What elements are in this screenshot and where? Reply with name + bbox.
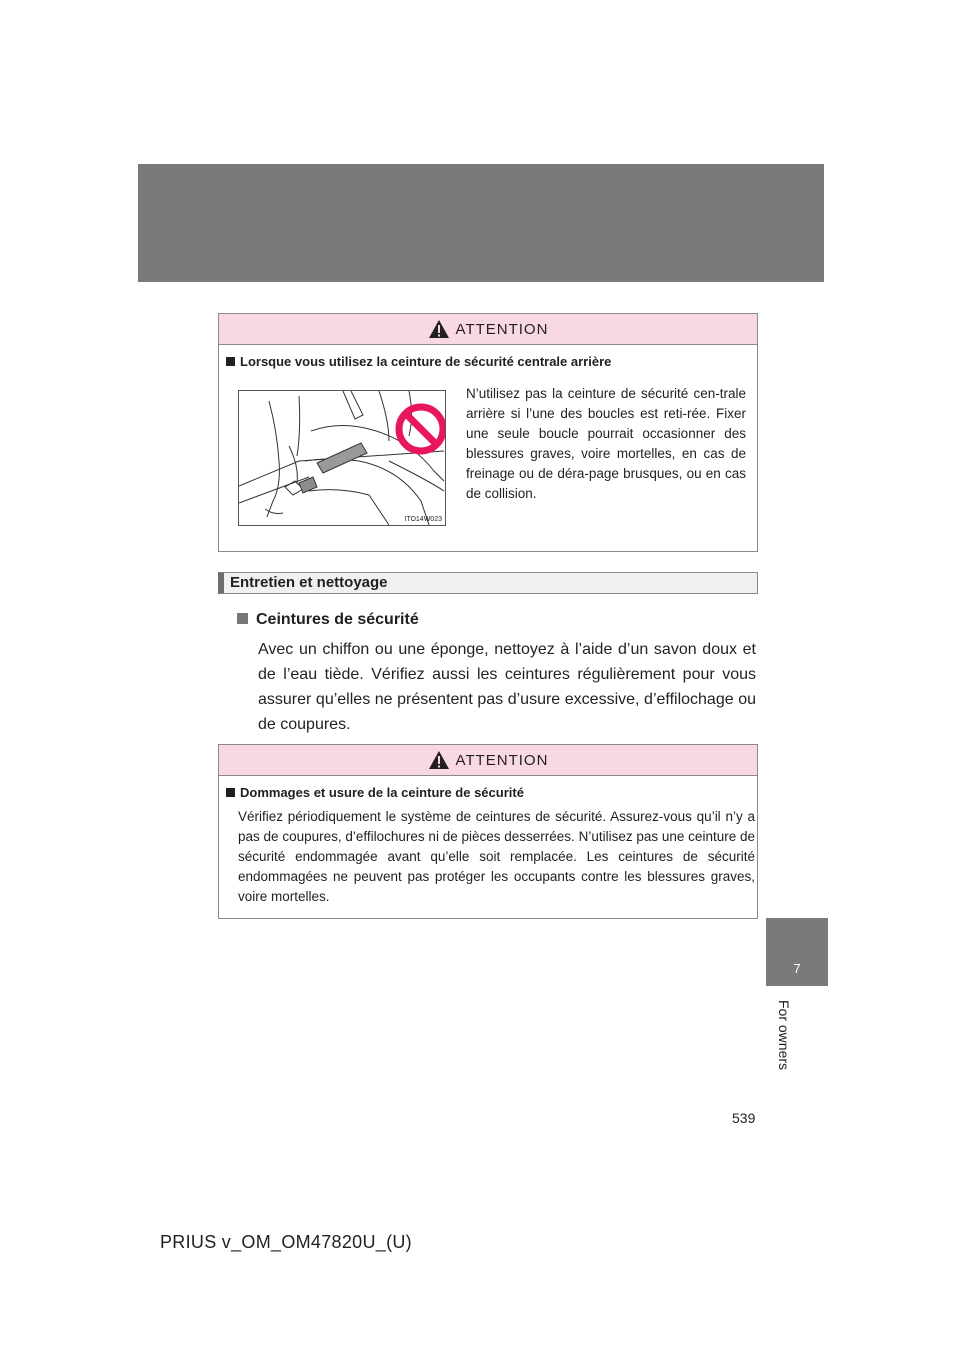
chapter-number: 7 <box>793 961 801 976</box>
seatbelt-illustration <box>238 390 446 526</box>
figure-code: ITO14W023 <box>404 516 442 523</box>
page-header-band <box>138 164 824 282</box>
attention-header <box>219 314 757 345</box>
footer-code: PRIUS v_OM_OM47820U_(U) <box>160 1232 412 1252</box>
attention-subtitle: Lorsque vous utilisez la ceinture de sécurité centrale arrière <box>226 354 757 369</box>
attention-header <box>219 745 757 776</box>
attention-box-center-belt <box>218 313 758 552</box>
attention-subtitle: Dommages et usure de la ceinture de sécurité <box>226 785 757 800</box>
attention-text: Vérifiez périodiquement le système de ceintures de sécurité. Assurez-vous qu’il n’y a pas de coupures, d’effilochures ni de pièces desserrées. N’utilisez pas une ceinture de sécurité endommagée avant qu’elle soit remplacée. Les ceintures de sécurité endommagées ne peuvent pas protéger les occupants contre les blessures graves, voire mortelles. <box>238 809 755 904</box>
chapter-name: For owners <box>776 1000 792 1071</box>
body-paragraph: Avec un chiffon ou une éponge, nettoyez à l’aide d’un savon doux et de l’eau tiède. Vérifiez aussi les ceintures régulièrement pour vous assurer qu’elles ne présentent pas d’usure excessive, d’effilochage ou de coupures. <box>258 641 756 733</box>
sub-heading: Ceintures de sécurité <box>237 611 419 629</box>
warning-triangle-icon <box>428 319 450 339</box>
page-number: 539 <box>732 1110 756 1126</box>
attention-label: ATTENTION <box>455 320 549 338</box>
seatbelt-drawing <box>239 391 445 525</box>
section-title: Entretien et nettoyage <box>218 572 758 594</box>
bullet-square-icon <box>226 788 235 797</box>
bullet-square-icon <box>237 613 248 624</box>
bullet-square-icon <box>226 357 235 366</box>
attention-box-belt-damage <box>218 744 758 919</box>
attention-label: ATTENTION <box>455 751 549 769</box>
attention-text: N’utilisez pas la ceinture de sécurité cen-trale arrière si l’une des boucles est reti-rée. Fixer une seule boucle pourrait occasionner des blessures graves, voire mortelles, en cas de freinage ou de déra-page brusques, ou en cas de collision. <box>466 386 746 501</box>
warning-triangle-icon <box>428 750 450 770</box>
chapter-tab <box>766 918 828 986</box>
